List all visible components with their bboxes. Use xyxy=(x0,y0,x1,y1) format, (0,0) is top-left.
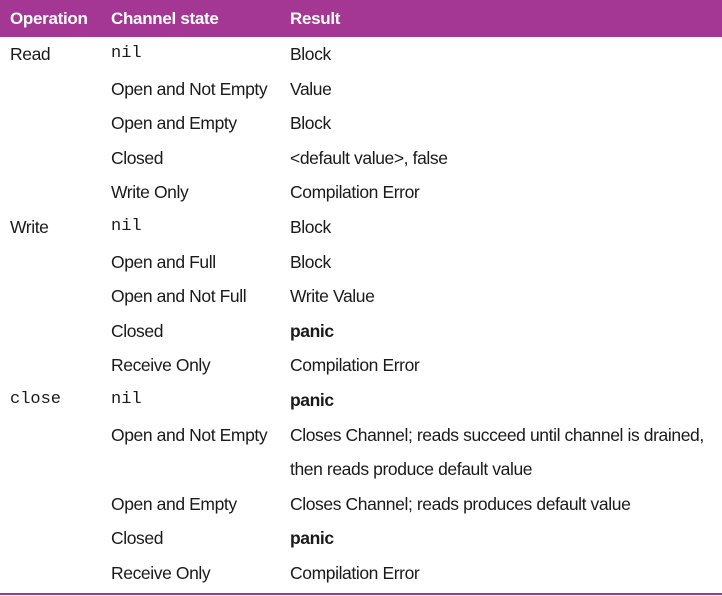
table-row xyxy=(0,279,722,314)
header-channel-state: Channel state xyxy=(111,9,219,28)
cell-channel-state: nil xyxy=(111,390,142,409)
table-row xyxy=(0,452,722,487)
cell-result: Value xyxy=(290,78,332,99)
header-operation: Operation xyxy=(10,9,88,28)
cell-result: panic xyxy=(290,528,334,549)
cell-channel-state: Closed xyxy=(111,147,164,168)
cell-channel-state: Receive Only xyxy=(111,355,211,376)
cell-channel-state: Closed xyxy=(111,320,164,341)
cell-result: Write Value xyxy=(290,286,375,307)
cell-result: panic xyxy=(290,320,334,341)
cell-channel-state: Open and Empty xyxy=(111,493,237,514)
table-row xyxy=(0,72,722,107)
table-row xyxy=(0,556,722,591)
table-bottom-rule xyxy=(0,593,722,595)
cell-result: panic xyxy=(290,390,334,410)
cell-result: <default value>, false xyxy=(290,147,448,168)
cell-result: then reads produce default value xyxy=(290,459,533,480)
cell-channel-state: Open and Empty xyxy=(111,113,237,134)
cell-channel-state: Open and Not Empty xyxy=(111,424,268,445)
cell-channel-state: Open and Not Empty xyxy=(111,78,268,99)
cell-result: Block xyxy=(290,251,331,272)
cell-channel-state: Closed xyxy=(111,528,164,549)
cell-result: Compilation Error xyxy=(290,355,420,376)
table-row xyxy=(0,418,722,453)
table-row xyxy=(0,487,722,522)
cell-channel-state: Open and Not Full xyxy=(111,286,247,307)
table-row xyxy=(0,106,722,141)
table-row xyxy=(0,383,722,418)
header-result: Result xyxy=(290,9,341,28)
table-row xyxy=(0,141,722,176)
cell-result: Compilation Error xyxy=(290,563,420,583)
table-row xyxy=(0,210,722,245)
cell-result: Block xyxy=(290,217,331,237)
table-row xyxy=(0,521,722,556)
cell-result: Compilation Error xyxy=(290,182,420,203)
table-row xyxy=(0,175,722,210)
cell-result: Block xyxy=(290,44,331,64)
table-row xyxy=(0,245,722,280)
cell-operation: close xyxy=(10,390,62,409)
cell-channel-state: nil xyxy=(111,217,142,236)
table-header xyxy=(0,0,722,37)
cell-channel-state: Receive Only xyxy=(111,563,211,583)
cell-operation: Write xyxy=(10,217,49,237)
cell-channel-state: Open and Full xyxy=(111,251,216,272)
cell-channel-state: Write Only xyxy=(111,182,189,203)
cell-result: Closes Channel; reads succeed until channel is drained, xyxy=(290,424,704,445)
table-row xyxy=(0,37,722,72)
table-row xyxy=(0,314,722,349)
cell-result: Closes Channel; reads produces default value xyxy=(290,493,631,514)
cell-result: Block xyxy=(290,113,331,134)
cell-operation: Read xyxy=(10,44,51,64)
table-row xyxy=(0,348,722,383)
cell-channel-state: nil xyxy=(111,44,142,63)
